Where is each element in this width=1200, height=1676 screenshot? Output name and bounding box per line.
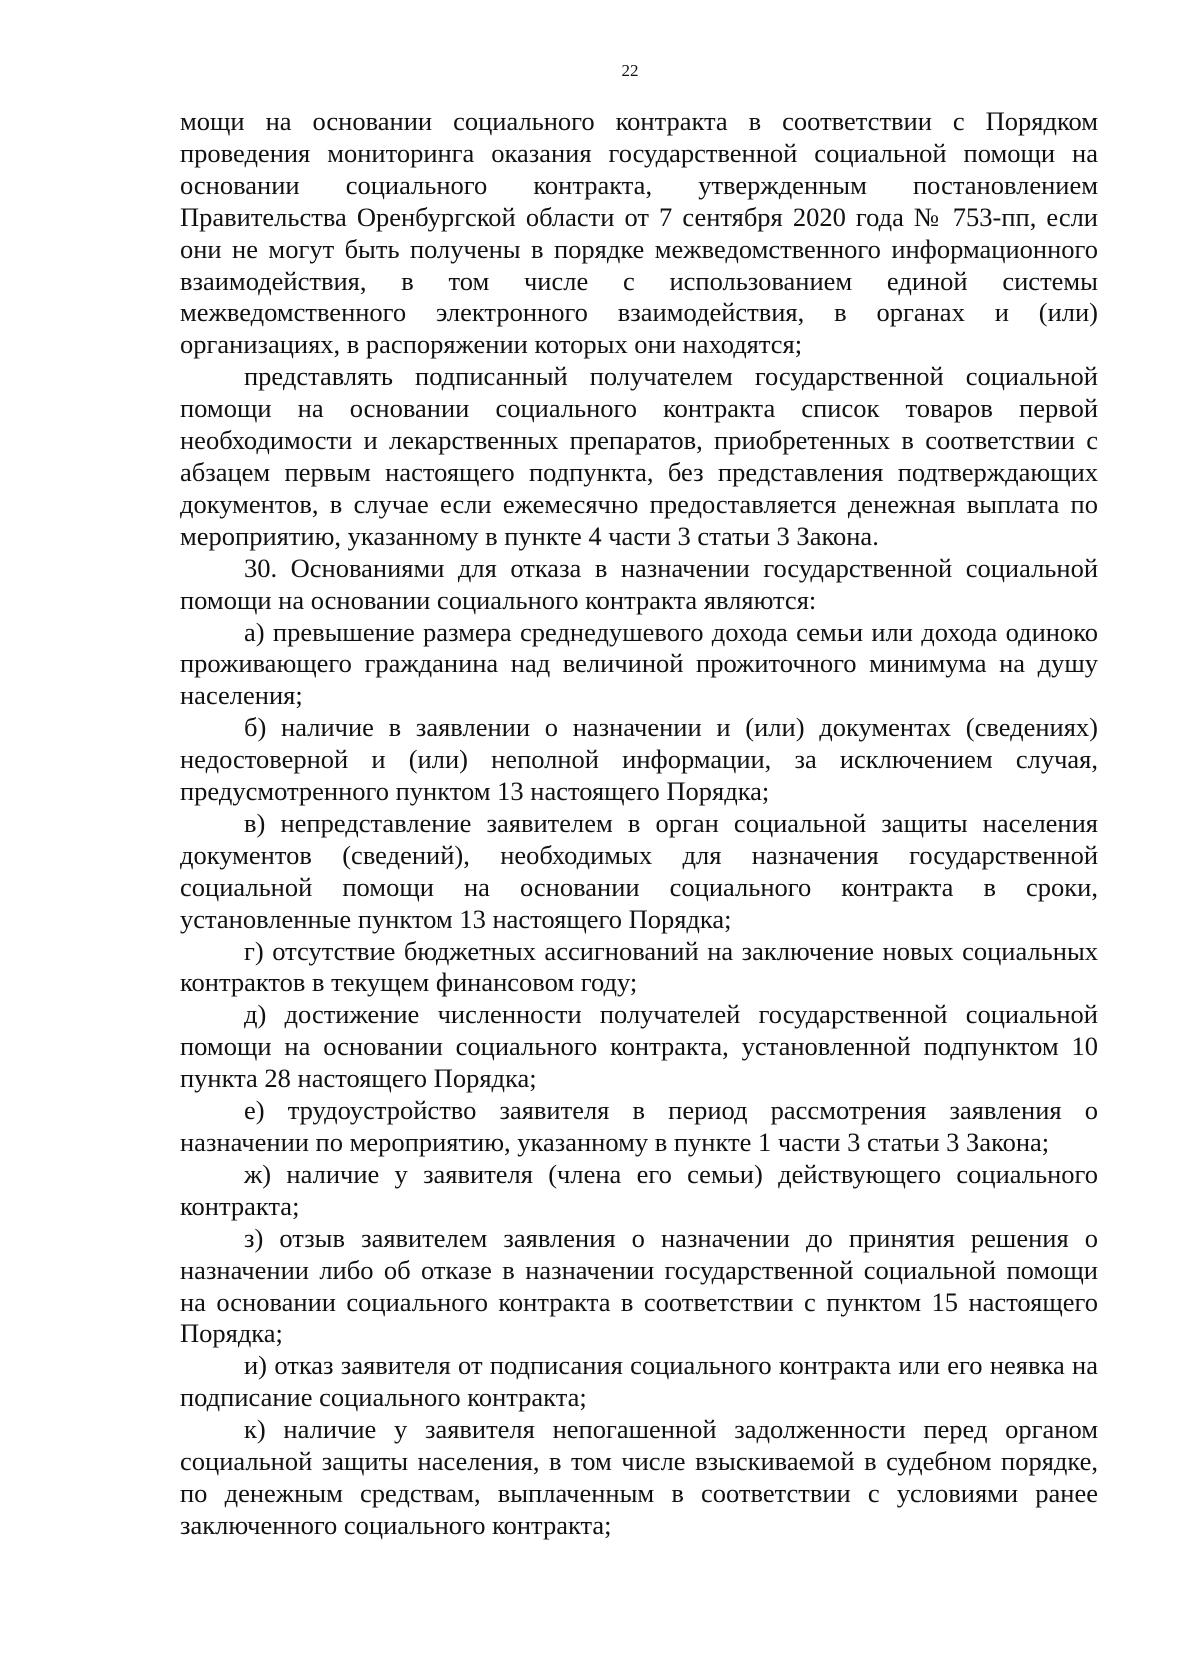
paragraph-subitem-a: а) превышение размера среднедушевого дохода семьи или дохода одиноко проживающего гражданина над величиной прожиточного минимума на душу населения; <box>180 616 1098 711</box>
paragraph-subitem-v: в) непредставление заявителем в орган социальной защиты населения документов (сведений), необходимых для назначения государственной социальной помощи на основании социального контракта в сроки, установленные пунктом 13 настоящего Порядка; <box>180 807 1098 934</box>
paragraph-subitem-g: г) отсутствие бюджетных ассигнований на заключение новых социальных контрактов в текущем финансовом году; <box>180 935 1098 998</box>
paragraph-subitem-d: д) достижение численности получателей государственной социальной помощи на основании социального контракта, установленной подпунктом 10 пункта 28 настоящего Порядка; <box>180 999 1098 1094</box>
paragraph-subitem-z: з) отзыв заявителем заявления о назначении до принятия решения о назначении либо об отказе в назначении государственной социальной помощи на основании социального контракта в соответствии с пунктом 15 настоящего Порядка; <box>180 1222 1098 1349</box>
paragraph-subitem-k: к) наличие у заявителя непогашенной задолженности перед органом социальной защиты населения, в том числе взыскиваемой в судебном порядке, по денежным средствам, выплаченным в соответствии с условиями ранее заключенного социального контракта; <box>180 1414 1098 1540</box>
paragraph-subitem-zh: ж) наличие у заявителя (члена его семьи) действующего социального контракта; <box>180 1158 1098 1221</box>
paragraph-subitem-e: е) трудоустройство заявителя в период рассмотрения заявления о назначении по мероприятию, указанному в пункте 1 части 3 статьи 3 Закона; <box>180 1095 1098 1157</box>
page-number: 22 <box>621 61 639 80</box>
paragraph-subitem-i: и) отказ заявителя от подписания социального контракта или его неявка на подписание социального контракта; <box>180 1350 1098 1413</box>
paragraph-item-30: 30. Основаниями для отказа в назначении государственной социальной помощи на основании социального контракта являются: <box>180 552 1098 615</box>
document-body <box>180 106 1098 1542</box>
paragraph-subitem-b: б) наличие в заявлении о назначении и (или) документах (сведениях) недостоверной и (или) неполной информации, за исключением случая, предусмотренного пунктом 13 настоящего Порядка; <box>180 712 1098 807</box>
paragraph-continuation: мощи на основании социального контракта в соответствии с Порядком проведения мониторинга оказания государственной социальной помощи на основании социального контракта, утвержденным постановлением Правительства Оренбургской области от 7 сентября 2020 года № 753-пп, если они не могут быть получены в порядке межведомственного информационного взаимодействия, в том числе с использованием единой системы межведомственного электронного взаимодействия, в органах и (или) организациях, в распоряжении которых они находятся; <box>180 106 1098 360</box>
paragraph-list-submission: представлять подписанный получателем государственной социальной помощи на основании социального контракта список товаров первой необходимости и лекарственных препаратов, приобретенных в соответствии с абзацем первым настоящего подпункта, без представления подтверждающих документов, в случае если ежемесячно предоставляется денежная выплата по мероприятию, указанному в пункте 4 части 3 статьи 3 Закона. <box>180 361 1098 551</box>
